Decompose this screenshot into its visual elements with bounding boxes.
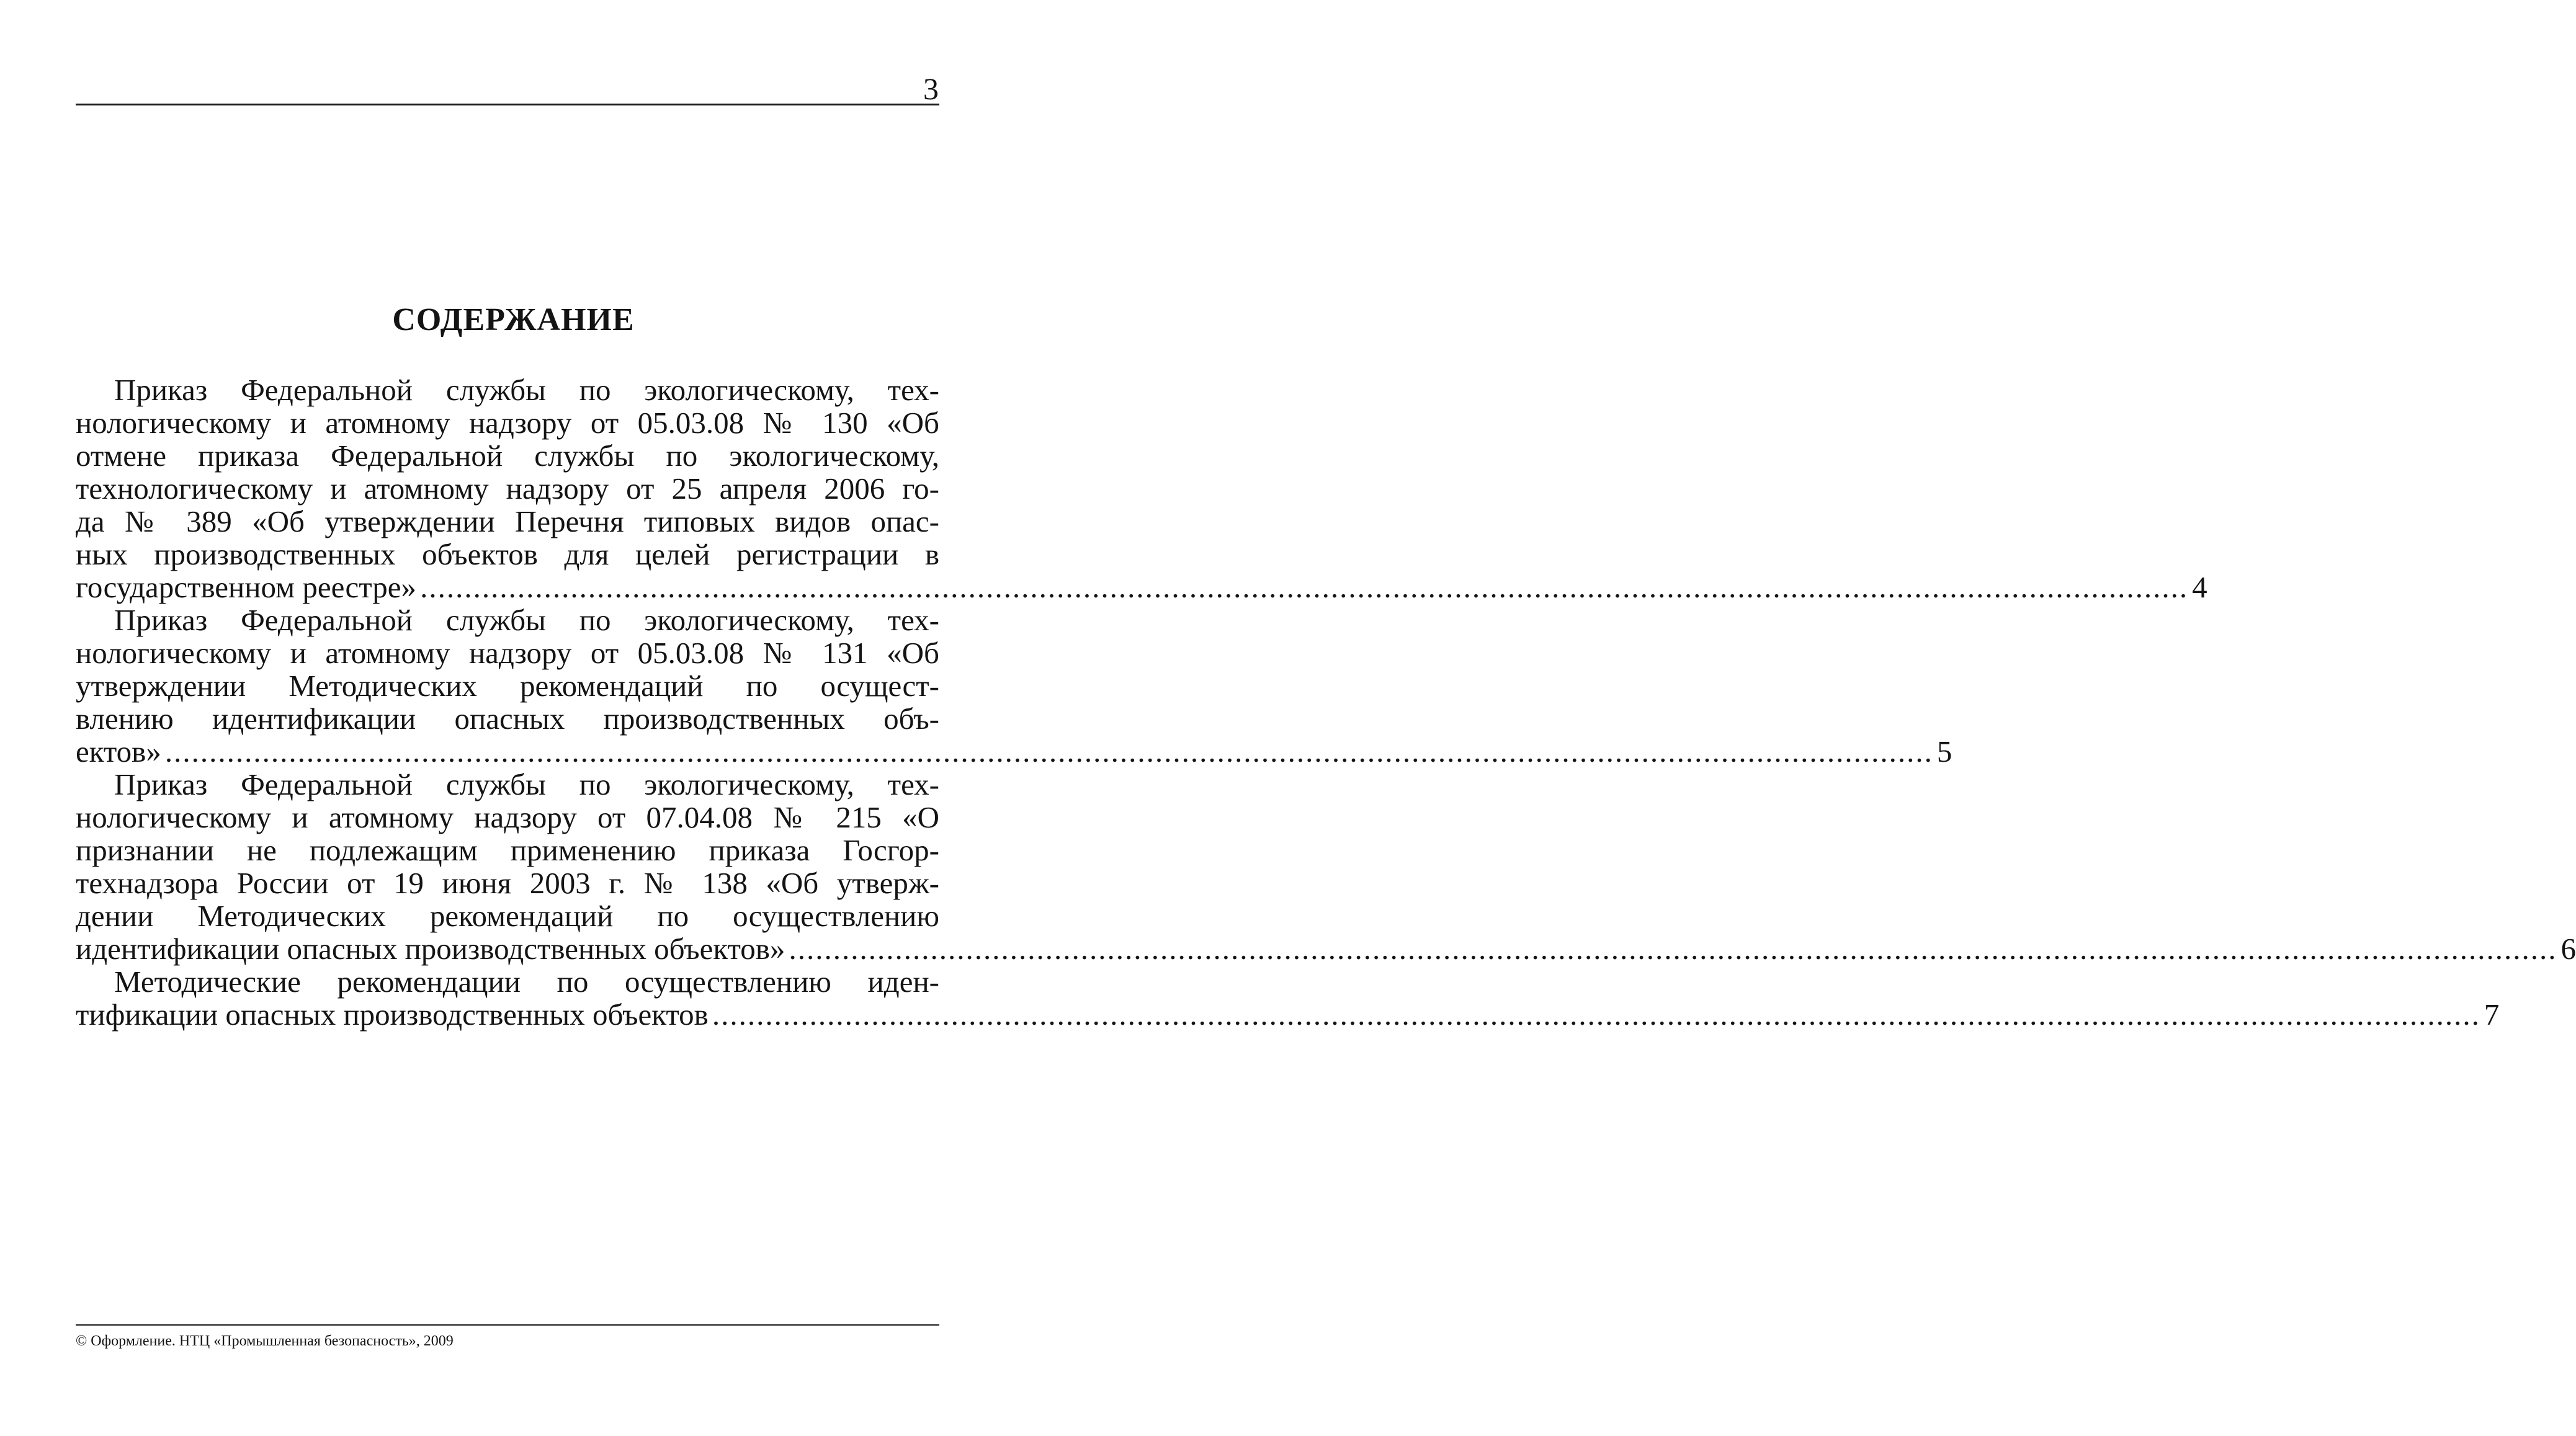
- toc-entry-line: нологическому и атомному надзору от 05.03.08 № 130 «Об: [76, 406, 939, 440]
- toc-entry-line: ектов»: [76, 734, 161, 769]
- toc-entry-line: Приказ Федеральной службы по экологическому, тех-: [114, 767, 939, 801]
- toc-entry[interactable]: [76, 965, 2500, 1032]
- toc-entry-text: [76, 768, 939, 932]
- toc-entry-last-line: [76, 734, 1952, 769]
- toc-page-number: 4: [2192, 570, 2207, 604]
- dot-leader: ........................................................................................................................................................................................................: [164, 734, 1933, 769]
- toc-entry-line: технадзора России от 19 июня 2003 г. № 138 «Об утверж-: [76, 866, 939, 900]
- toc-entry[interactable]: [76, 767, 2576, 966]
- toc-entry-line: тификации опасных производственных объектов: [76, 997, 709, 1032]
- toc-page-number: 5: [1936, 734, 1952, 769]
- toc-title: СОДЕРЖАНИЕ: [392, 302, 635, 337]
- toc-page-number: 7: [2484, 997, 2500, 1032]
- toc-entry-last-line: [76, 932, 2576, 966]
- toc-entry-line: нологическому и атомному надзору от 07.04.08 № 215 «О: [76, 800, 939, 834]
- toc-page-number: 6: [2560, 932, 2576, 966]
- toc-entry[interactable]: [76, 373, 2207, 604]
- toc-entry-last-line: [76, 570, 2207, 604]
- toc-entry[interactable]: [76, 603, 1952, 769]
- toc-entry-line: Приказ Федеральной службы по экологическому, тех-: [114, 373, 939, 407]
- toc-entry-text: [76, 604, 939, 735]
- dot-leader: ........................................................................................................................................................................................................: [420, 570, 2189, 604]
- table-of-contents: [76, 373, 2576, 1032]
- toc-entry-line: технологическому и атомному надзору от 25 апреля 2006 го-: [76, 471, 939, 506]
- toc-entry-line: утверждении Методических рекомендаций по осущест-: [76, 669, 939, 703]
- footer-rule: [76, 1324, 939, 1326]
- dot-leader: ........................................................................................................................................................................................................: [712, 997, 2480, 1032]
- toc-entry-line: да № 389 «Об утверждении Перечня типовых видов опас-: [76, 504, 939, 538]
- copyright-footer: © Оформление. НТЦ «Промышленная безопасность», 2009: [76, 1333, 454, 1349]
- toc-entry-line: Приказ Федеральной службы по экологическому, тех-: [114, 603, 939, 637]
- toc-entry-line: идентификации опасных производственных объектов»: [76, 932, 785, 966]
- toc-entry-line: нологическому и атомному надзору от 05.03.08 № 131 «Об: [76, 636, 939, 670]
- toc-entry-line: влению идентификации опасных производственных объ-: [76, 702, 939, 736]
- page-number: 3: [923, 71, 939, 106]
- toc-entry-line: дении Методических рекомендаций по осуществлению: [76, 899, 939, 933]
- header-rule: [76, 104, 939, 105]
- toc-entry-line: ных производственных объектов для целей регистрации в: [76, 537, 939, 571]
- toc-entry-line: Методические рекомендации по осуществлению иден-: [114, 965, 939, 999]
- toc-entry-last-line: [76, 997, 2500, 1032]
- toc-entry-line: признании не подлежащим применению приказа Госгор-: [76, 833, 939, 867]
- toc-entry-line: государственном реестре»: [76, 570, 417, 604]
- toc-entry-text: [76, 373, 939, 571]
- toc-entry-line: отмене приказа Федеральной службы по экологическому,: [76, 439, 939, 473]
- dot-leader: ........................................................................................................................................................................................................: [789, 932, 2557, 966]
- toc-entry-text: [76, 965, 939, 998]
